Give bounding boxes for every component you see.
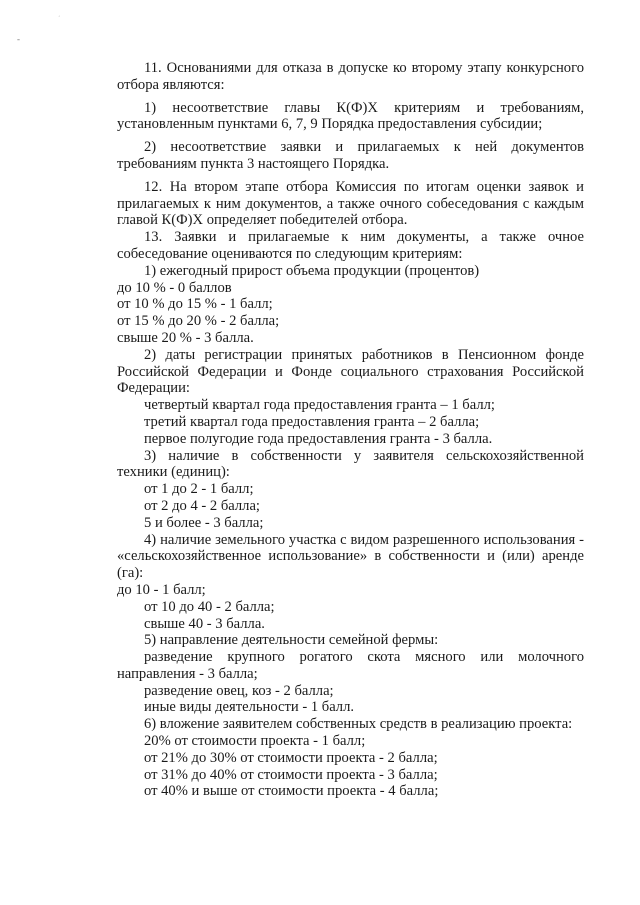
paragraph: 13. Заявки и прилагаемые к ним документы, а также очное собеседование оцениваются по следующим критериям: bbox=[117, 229, 584, 262]
criterion-item: от 21% до 30% от стоимости проекта - 2 балла; bbox=[144, 749, 438, 766]
criterion-item: от 40% и выше от стоимости проекта - 4 балла; bbox=[144, 783, 439, 800]
scan-mark: - bbox=[17, 34, 20, 44]
criterion-heading: 2) даты регистрации принятых работников в Пенсионном фонде Российской Федерации и Фонде социального страхования Российской Федерации: bbox=[117, 346, 584, 397]
criterion-item: разведение овец, коз - 2 балла; bbox=[144, 682, 334, 699]
criterion-item: от 10 % до 15 % - 1 балл; bbox=[117, 296, 273, 313]
criterion-item: 5 и более - 3 балла; bbox=[144, 514, 264, 531]
criterion-item: от 2 до 4 - 2 балла; bbox=[144, 497, 260, 514]
scan-mark: ʿ bbox=[58, 15, 61, 23]
criterion-item: от 10 до 40 - 2 балла; bbox=[144, 598, 275, 615]
criterion-item: от 15 % до 20 % - 2 балла; bbox=[117, 313, 280, 330]
criterion-item: 20% от стоимости проекта - 1 балл; bbox=[144, 733, 366, 750]
criterion-item: свыше 40 - 3 балла. bbox=[144, 615, 265, 632]
document-body bbox=[117, 60, 584, 800]
criterion-item: от 1 до 2 - 1 балл; bbox=[144, 481, 254, 498]
criterion-heading: 1) ежегодный прирост объема продукции (процентов) bbox=[144, 262, 480, 279]
criterion-item: свыше 20 % - 3 балла. bbox=[117, 329, 254, 346]
criterion-item: четвертый квартал года предоставления гранта – 1 балл; bbox=[144, 397, 495, 414]
criterion-heading: 6) вложение заявителем собственных средств в реализацию проекта: bbox=[144, 716, 573, 733]
paragraph: 12. На втором этапе отбора Комиссия по итогам оценки заявок и прилагаемых к ним документов, а также очного собеседования с каждым главой К(Ф)Х определяет победителей отбора. bbox=[117, 178, 584, 229]
criterion-item: первое полугодие года предоставления гранта - 3 балла. bbox=[144, 430, 493, 447]
paragraph: 1) несоответствие главы К(Ф)Х критериям и требованиям, установленным пунктами 6, 7, 9 Порядка предоставления субсидии; bbox=[117, 99, 584, 133]
criterion-heading: 3) наличие в собственности у заявителя сельскохозяйственной техники (единиц): bbox=[117, 447, 584, 481]
criterion-item: иные виды деятельности - 1 балл. bbox=[144, 699, 355, 716]
paragraph: 11. Основаниями для отказа в допуске ко второму этапу конкурсного отбора являются: bbox=[117, 60, 584, 93]
criterion-heading: 4) наличие земельного участка с видом разрешенного использования - «сельскохозяйственное использование» в собственности и (или) аренде (га): bbox=[117, 531, 584, 582]
criterion-item: до 10 % - 0 баллов bbox=[117, 279, 232, 296]
criterion-item: от 31% до 40% от стоимости проекта - 3 балла; bbox=[144, 766, 438, 783]
criterion-item: до 10 - 1 балл; bbox=[117, 581, 206, 598]
criterion-heading: 5) направление деятельности семейной фермы: bbox=[144, 632, 439, 649]
paragraph: 2) несоответствие заявки и прилагаемых к ней документов требованиям пункта 3 настоящего Порядка. bbox=[117, 139, 584, 172]
criterion-item: третий квартал года предоставления гранта – 2 балла; bbox=[144, 413, 480, 430]
criterion-item: разведение крупного рогатого скота мясного или молочного направления - 3 балла; bbox=[117, 649, 584, 682]
